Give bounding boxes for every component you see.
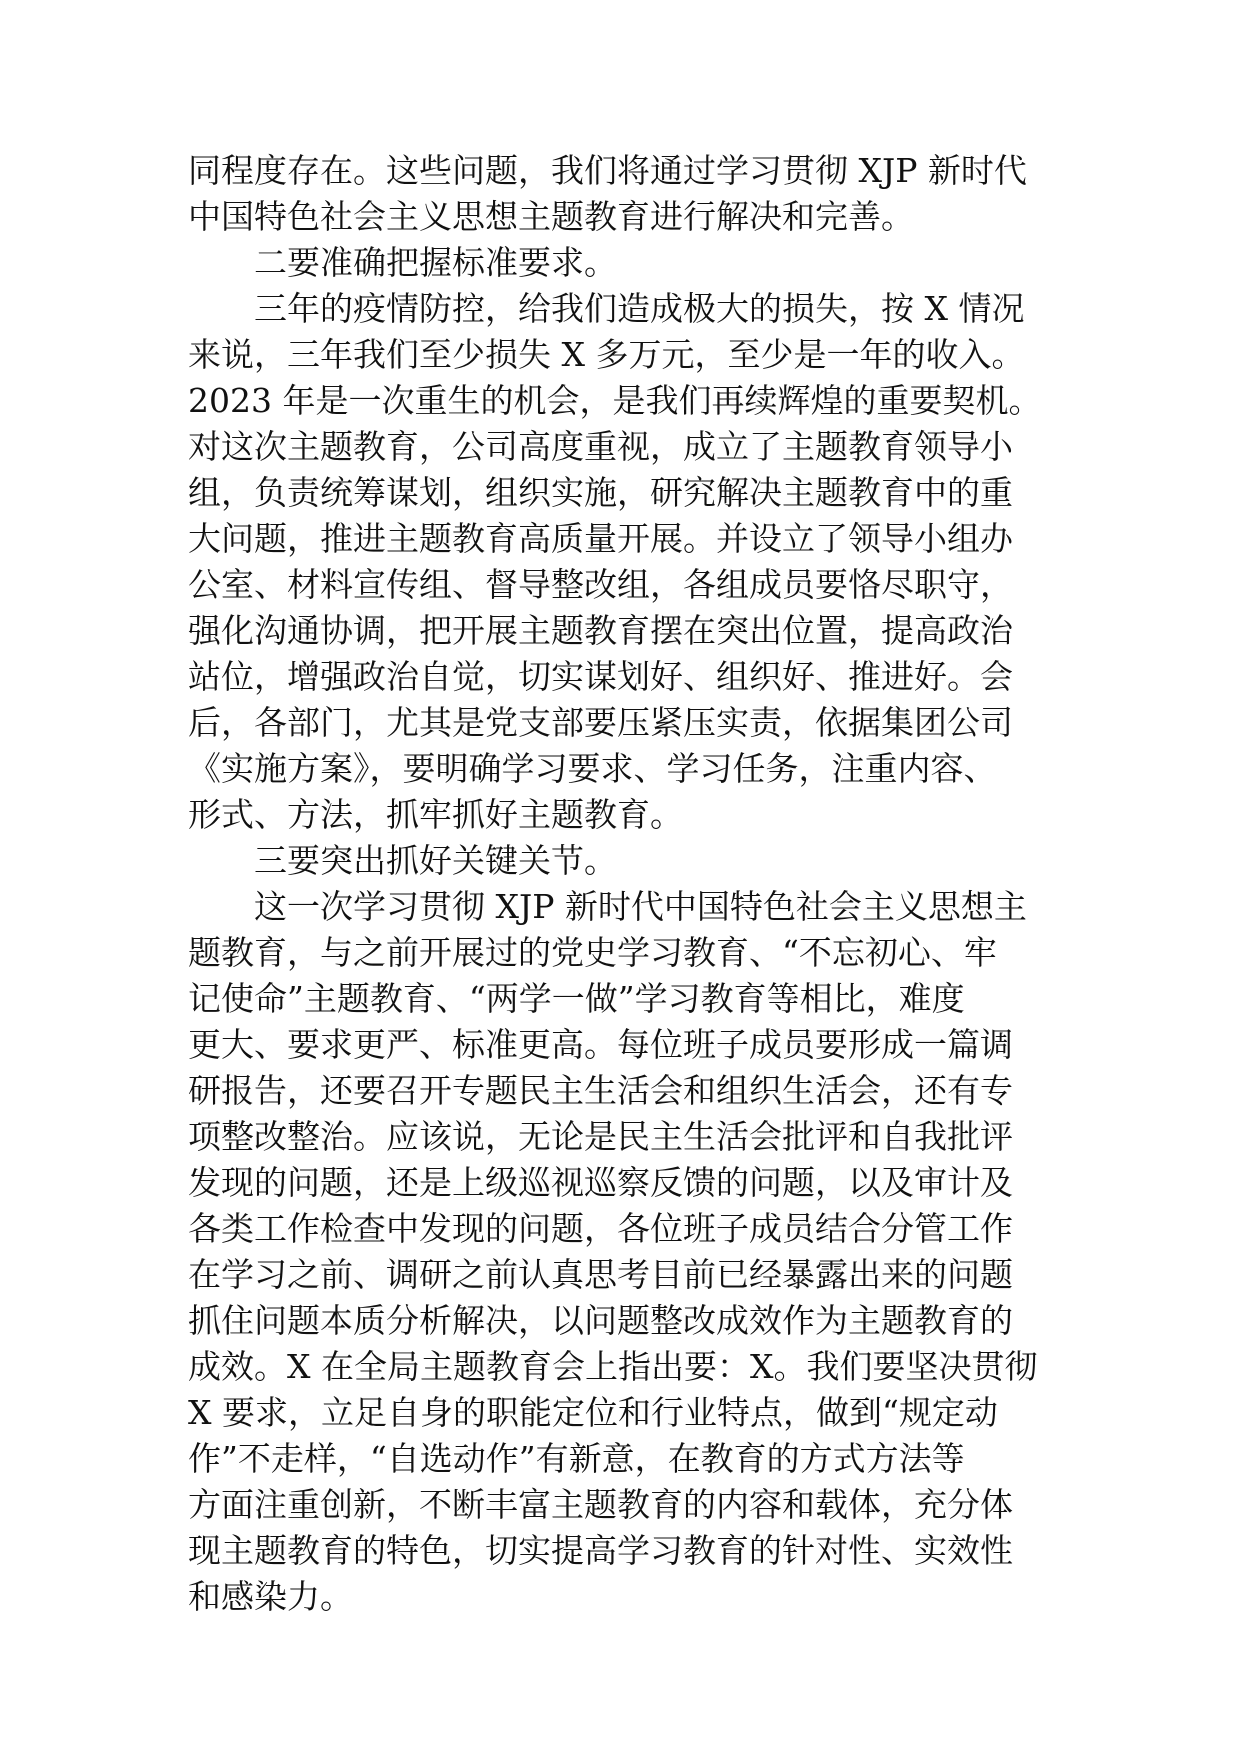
text-line: 同程度存在。这些问题，我们将通过学习贯彻 XJP 新时代 (188, 151, 1027, 190)
text-line: 站位，增强政治自觉，切实谋划好、组织好、推进好。会 (188, 657, 1013, 696)
text-line: 对这次主题教育，公司高度重视，成立了主题教育领导小 (188, 427, 1013, 466)
paragraph-start-line: 这一次学习贯彻 XJP 新时代中国特色社会主义思想主 (254, 887, 1027, 926)
text-line: 现主题教育的特色，切实提高学习教育的针对性、实效性 (188, 1531, 1013, 1570)
text-line: 方面注重创新，不断丰富主题教育的内容和载体，充分体 (188, 1485, 1013, 1524)
text-line: 来说，三年我们至少损失 X 多万元，至少是一年的收入。 (188, 335, 1025, 374)
text-line: 各类工作检查中发现的问题，各位班子成员结合分管工作 (188, 1209, 1013, 1248)
text-line: 研报告，还要召开专题民主生活会和组织生活会，还有专 (188, 1071, 1013, 1110)
text-line: 后，各部门，尤其是党支部要压紧压实责，依据集团公司 (188, 703, 1013, 742)
text-line: 更大、要求更严、标准更高。每位班子成员要形成一篇调 (188, 1025, 1013, 1064)
text-line: 强化沟通协调，把开展主题教育摆在突出位置，提高政治 (188, 611, 1013, 650)
text-line: 题教育，与之前开展过的党史学习教育、“不忘初心、牢 (188, 933, 997, 972)
text-line: 和感染力。 (188, 1577, 353, 1616)
paragraph-start-line: 三年的疫情防控，给我们造成极大的损失，按 X 情况 (254, 289, 1025, 328)
body-text (188, 148, 1058, 1620)
paragraph-start-line: 二要准确把握标准要求。 (254, 243, 617, 282)
text-line: 大问题，推进主题教育高质量开展。并设立了领导小组办 (188, 519, 1013, 558)
text-line: 抓住问题本质分析解决，以问题整改成效作为主题教育的 (188, 1301, 1013, 1340)
text-line: 形式、方法，抓牢抓好主题教育。 (188, 795, 683, 834)
paragraph-start-line: 三要突出抓好关键关节。 (254, 841, 617, 880)
text-line: 记使命”主题教育、“两学一做”学习教育等相比，难度 (188, 979, 965, 1018)
text-line: 项整改整治。应该说，无论是民主生活会批评和自我批评 (188, 1117, 1013, 1156)
text-line: 发现的问题，还是上级巡视巡察反馈的问题，以及审计及 (188, 1163, 1013, 1202)
text-line: 组，负责统筹谋划，组织实施，研究解决主题教育中的重 (188, 473, 1013, 512)
text-line: 中国特色社会主义思想主题教育进行解决和完善。 (188, 197, 914, 236)
text-line: 《实施方案》，要明确学习要求、学习任务，注重内容、 (188, 749, 997, 788)
text-line: 成效。X 在全局主题教育会上指出要：X。我们要坚决贯彻 (188, 1347, 1038, 1386)
text-line: X 要求，立足自身的职能定位和行业特点，做到“规定动 (188, 1393, 998, 1432)
text-line: 作”不走样，“自选动作”有新意，在教育的方式方法等 (188, 1439, 965, 1478)
text-line: 在学习之前、调研之前认真思考目前已经暴露出来的问题 (188, 1255, 1013, 1294)
text-line: 公室、材料宣传组、督导整改组，各组成员要恪尽职守， (188, 565, 1013, 604)
text-line: 2023 年是一次重生的机会，是我们再续辉煌的重要契机。 (188, 381, 1042, 420)
